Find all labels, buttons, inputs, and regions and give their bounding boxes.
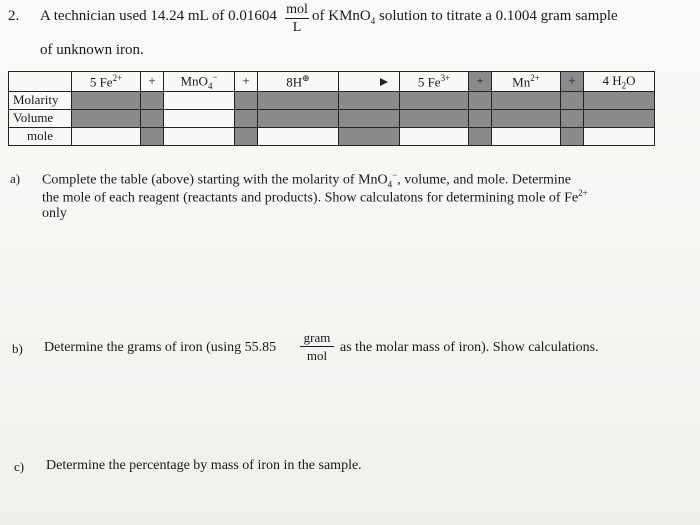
part-a-line3: only bbox=[42, 206, 67, 221]
volume-fe2-cell bbox=[72, 109, 141, 127]
corner-cell bbox=[9, 72, 72, 92]
question-text-line2: of unknown iron. bbox=[40, 42, 144, 58]
molarity-fe2-cell bbox=[72, 91, 141, 109]
species-mno4: MnO$_4$− bbox=[164, 72, 235, 92]
molar-mass-fraction bbox=[300, 330, 334, 363]
question-text-part1: A technician used 14.24 mL of 0.01604 bbox=[40, 8, 277, 24]
shaded-cell bbox=[469, 127, 492, 145]
arrow-right-icon bbox=[380, 78, 388, 86]
species-fe3: 5 $Fe^{3+}$ bbox=[400, 72, 469, 92]
volume-mno4-cell[interactable] bbox=[164, 109, 235, 127]
mole-row bbox=[9, 127, 655, 145]
shaded-cell bbox=[141, 91, 164, 109]
part-a-label: a) bbox=[10, 171, 21, 186]
species-h2o: 4 $H_2O$ bbox=[584, 72, 655, 92]
mole-fe3-cell[interactable] bbox=[400, 127, 469, 145]
shaded-cell bbox=[141, 127, 164, 145]
mole-h-cell[interactable] bbox=[258, 127, 339, 145]
volume-fe3-cell bbox=[400, 109, 469, 127]
part-c-label: c) bbox=[14, 459, 25, 474]
part-b-text-post: as the molar mass of iron). Show calculations. bbox=[340, 340, 599, 355]
molarity-h2o-cell bbox=[584, 91, 655, 109]
species-mn2: $Mn^{2+}$ bbox=[492, 72, 561, 92]
units-fraction bbox=[285, 2, 309, 35]
molarity-mn2-cell bbox=[492, 91, 561, 109]
shaded-cell bbox=[339, 127, 400, 145]
shaded-cell bbox=[469, 109, 492, 127]
mole-mno4-cell[interactable] bbox=[164, 127, 235, 145]
plus-sign: + bbox=[469, 72, 492, 92]
row-label-mole: mole bbox=[9, 127, 72, 145]
question-number: 2. bbox=[8, 8, 20, 24]
volume-row bbox=[9, 109, 655, 127]
molarity-row bbox=[9, 91, 655, 109]
plus-sign: + bbox=[141, 72, 164, 92]
volume-h2o-cell bbox=[584, 109, 655, 127]
fraction-bar bbox=[300, 346, 334, 347]
shaded-cell bbox=[561, 91, 584, 109]
molarity-mno4-cell[interactable] bbox=[164, 91, 235, 109]
molarity-fe3-cell bbox=[400, 91, 469, 109]
mole-fe2-cell[interactable] bbox=[72, 127, 141, 145]
mole-mn2-cell[interactable] bbox=[492, 127, 561, 145]
part-a-line2: the mole of each reagent (reactants and products). Show calculatons for determining mole of $Fe^{2+}$ bbox=[42, 188, 588, 206]
shaded-cell bbox=[561, 109, 584, 127]
volume-h-cell bbox=[258, 109, 339, 127]
part-b-label: b) bbox=[12, 341, 23, 356]
row-label-molarity: Molarity bbox=[9, 91, 72, 109]
fraction-denominator: L bbox=[292, 20, 302, 35]
shaded-cell bbox=[141, 109, 164, 127]
plus-sign: + bbox=[561, 72, 584, 92]
fraction-denominator: mol bbox=[306, 348, 328, 363]
fraction-bar bbox=[285, 18, 309, 19]
shaded-cell bbox=[561, 127, 584, 145]
shaded-cell bbox=[339, 109, 400, 127]
reaction-table bbox=[8, 71, 655, 146]
fraction-numerator: mol bbox=[286, 2, 308, 17]
reaction-arrow bbox=[339, 72, 400, 92]
part-a-line1: Complete the table (above) starting with the molarity of MnO$_4$−, volume, and mole. Determine bbox=[42, 170, 572, 190]
shaded-cell bbox=[339, 91, 400, 109]
shaded-cell bbox=[469, 91, 492, 109]
volume-mn2-cell bbox=[492, 109, 561, 127]
question-text-part2: of KMnO$_4$ solution to titrate a 0.1004 gram sample bbox=[312, 8, 618, 26]
part-b-text-pre: Determine the grams of iron (using 55.85 bbox=[44, 340, 277, 355]
shaded-cell bbox=[235, 127, 258, 145]
species-row bbox=[9, 72, 655, 92]
molarity-h-cell bbox=[258, 91, 339, 109]
plus-sign: + bbox=[235, 72, 258, 92]
species-h-plus: 8H⊕ bbox=[258, 72, 339, 92]
mole-h2o-cell[interactable] bbox=[584, 127, 655, 145]
part-c-text: Determine the percentage by mass of iron in the sample. bbox=[46, 458, 362, 473]
row-label-volume: Volume bbox=[9, 109, 72, 127]
shaded-cell bbox=[235, 109, 258, 127]
species-fe2: 5 $Fe^{2+}$ bbox=[72, 72, 141, 92]
fraction-numerator: gram bbox=[303, 330, 331, 345]
shaded-cell bbox=[235, 91, 258, 109]
